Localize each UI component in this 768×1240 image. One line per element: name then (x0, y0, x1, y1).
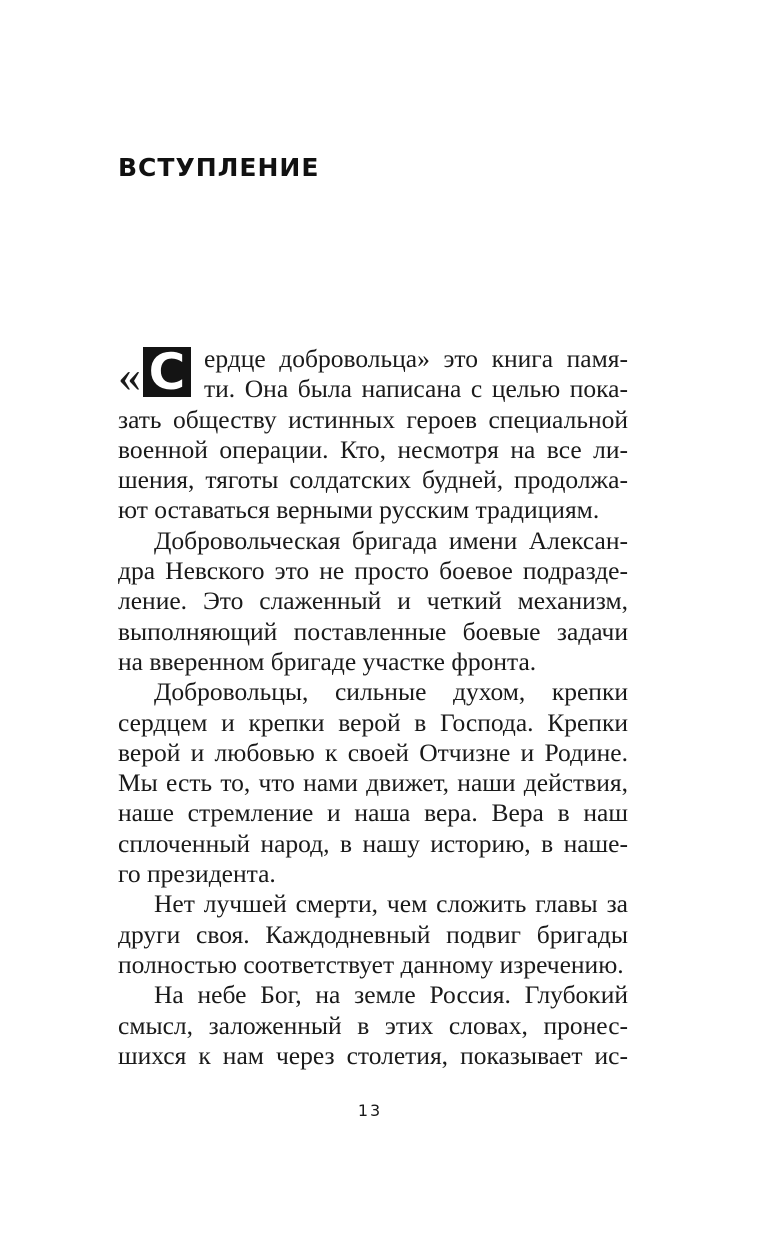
text-line: полностью соответствует данному изречению. (118, 949, 624, 979)
text-line: сплоченный народ, в нашу историю, в наше- (118, 828, 628, 858)
body-text (118, 344, 628, 1071)
text-line: на вверенном бригаде участке фронта. (118, 646, 537, 676)
text-line: сердцем и крепки верой в Господа. Крепки (118, 707, 628, 737)
dropcap (118, 347, 191, 399)
text-line: выполняющий поставленные боевые задачи (118, 616, 628, 646)
text-line: Нет лучшей смерти, чем сложить главы за (154, 889, 628, 919)
text-line: Добровольцы, сильные духом, крепки (154, 677, 628, 707)
paragraph-3 (118, 677, 628, 889)
paragraph-5 (118, 980, 628, 1071)
paragraph-4 (118, 889, 628, 980)
text-line: ердце добровольца» это книга памя- (204, 344, 628, 373)
chapter-heading: ВСТУПЛЕНИЕ (118, 153, 320, 182)
text-line: верой и любовью к своей Отчизне и Родине. (118, 737, 628, 767)
text-line: го президента. (118, 859, 276, 889)
text-line: зать обществу истинных героев специальной (118, 404, 628, 434)
text-line: дра Невского это не просто боевое подразде- (118, 556, 628, 586)
text-line: други своя. Каждодневный подвиг бригады (118, 919, 628, 949)
dropcap-letter: С (143, 347, 191, 397)
paragraph-1 (118, 344, 628, 526)
text-line: На небе Бог, на земле Россия. Глубокий (154, 980, 628, 1010)
text-line: Добровольческая бригада имени Алексан- (154, 525, 628, 555)
text-line: шения, тяготы солдатских будней, продолжа- (118, 465, 628, 495)
text-line: Мы есть то, что нами движет, наши действия, (118, 768, 628, 798)
text-line: смысл, заложенный в этих словах, пронес- (118, 1010, 628, 1040)
paragraph-2 (118, 526, 628, 677)
text-line: военной операции. Кто, несмотря на все ли- (118, 434, 628, 464)
opening-quote: « (118, 350, 141, 401)
text-line: ют оставаться верными русским традициям. (118, 495, 600, 525)
dropcap-row (118, 344, 628, 405)
text-line: наше стремление и наша вера. Вера в наш (118, 798, 628, 828)
text-line: ление. Это слаженный и четкий механизм, (118, 586, 628, 616)
text-line: шихся к нам через столетия, показывает ис- (118, 1040, 628, 1070)
page-number: 13 (357, 1101, 383, 1120)
text-line: ти. Она была написана с целью пока- (204, 374, 628, 404)
